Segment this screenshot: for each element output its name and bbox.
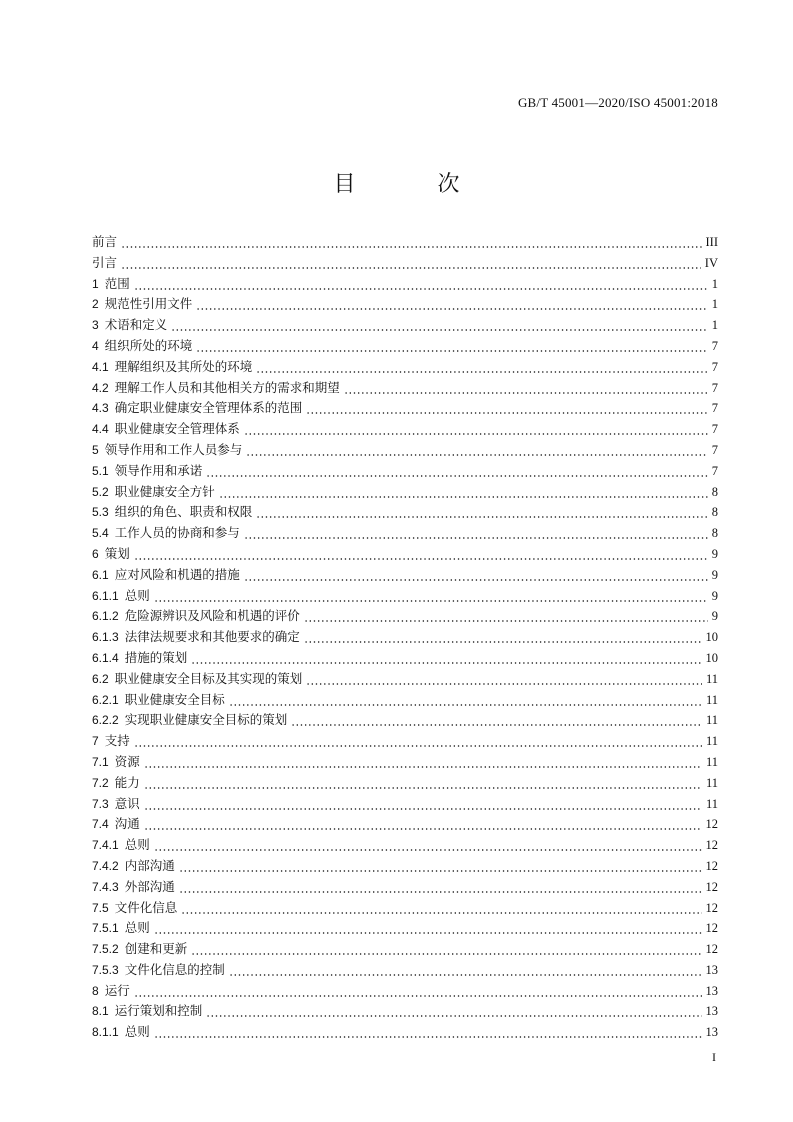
dot-leader	[121, 232, 701, 253]
toc-entry-page: 9	[711, 588, 718, 603]
toc-entry[interactable]	[92, 898, 718, 919]
toc-entry-number: 6.1	[92, 567, 109, 582]
toc-entry-label: 术语和定义	[104, 317, 168, 333]
toc-entry[interactable]	[92, 357, 718, 378]
toc-entry-page: 7	[711, 401, 718, 416]
toc-entry-number: 6.2	[92, 671, 109, 686]
dot-leader	[304, 606, 708, 627]
toc-entry-number: 6	[92, 546, 99, 561]
toc-entry-page: 11	[705, 796, 718, 811]
dot-leader	[134, 274, 708, 295]
toc-entry-label: 领导作用和承诺	[114, 462, 203, 478]
dot-leader	[179, 856, 702, 877]
toc-entry[interactable]	[92, 731, 718, 752]
toc-entry[interactable]	[92, 1022, 718, 1043]
toc-entry-number: 5.1	[92, 463, 109, 478]
toc-entry-label: 职业健康安全方针	[114, 483, 215, 499]
dot-leader	[154, 586, 708, 607]
dot-leader	[196, 336, 708, 357]
toc-entry-number: 4.2	[92, 380, 109, 395]
toc-entry[interactable]	[92, 565, 718, 586]
dot-leader	[229, 960, 702, 981]
toc-entry-number: 7.5.3	[92, 962, 119, 977]
toc-entry-label: 规范性引用文件	[104, 296, 193, 312]
toc-entry-number: 6.1.2	[92, 609, 119, 624]
dot-leader	[306, 398, 708, 419]
toc-entry-label: 总则	[124, 1024, 150, 1040]
toc-entry[interactable]	[92, 606, 718, 627]
toc-entry-page: 7	[711, 422, 718, 437]
toc-entry[interactable]	[92, 814, 718, 835]
toc-entry-label: 总则	[124, 920, 150, 936]
toc-entry-number: 8.1.1	[92, 1025, 119, 1040]
toc-entry-number: 7.5.1	[92, 921, 119, 936]
toc-entry-page: 10	[705, 630, 718, 645]
dot-leader	[256, 502, 708, 523]
toc-entry-label: 应对风险和机遇的措施	[114, 566, 240, 582]
toc-entry-page: 7	[711, 463, 718, 478]
toc-entry[interactable]	[92, 835, 718, 856]
toc-entry[interactable]	[92, 482, 718, 503]
toc-entry[interactable]	[92, 918, 718, 939]
toc-entry[interactable]	[92, 461, 718, 482]
dot-leader	[256, 357, 708, 378]
toc-entry-page: IV	[704, 255, 718, 270]
toc-entry-label: 确定职业健康安全管理体系的范围	[114, 400, 303, 416]
toc-entry[interactable]	[92, 710, 718, 731]
toc-entry-number: 7.4.1	[92, 838, 119, 853]
dot-leader	[344, 378, 708, 399]
toc-entry-label: 文件化信息的控制	[124, 961, 225, 977]
toc-entry[interactable]	[92, 253, 718, 274]
toc-entry-page: 10	[705, 650, 718, 665]
toc-entry-page: III	[705, 235, 718, 249]
table-of-contents	[92, 232, 718, 1043]
toc-entry[interactable]	[92, 773, 718, 794]
toc-entry-label: 范围	[104, 275, 130, 291]
toc-entry-label: 沟通	[114, 816, 140, 832]
dot-leader	[171, 315, 708, 336]
toc-entry-number: 7.5	[92, 900, 109, 915]
dot-leader	[144, 814, 702, 835]
toc-entry-number: 4.1	[92, 359, 109, 374]
toc-entry[interactable]	[92, 232, 718, 253]
dot-leader	[144, 773, 702, 794]
toc-entry[interactable]	[92, 939, 718, 960]
toc-entry-label: 组织的角色、职责和权限	[114, 504, 253, 520]
toc-entry-number: 7.5.2	[92, 942, 119, 957]
toc-entry[interactable]	[92, 627, 718, 648]
toc-entry[interactable]	[92, 336, 718, 357]
toc-entry[interactable]	[92, 315, 718, 336]
toc-entry-number: 8	[92, 983, 99, 998]
toc-entry[interactable]	[92, 502, 718, 523]
toc-entry[interactable]	[92, 669, 718, 690]
dot-leader	[134, 981, 702, 1002]
toc-entry-label: 内部沟通	[124, 857, 175, 873]
dot-leader	[121, 253, 701, 274]
toc-entry-label: 职业健康安全目标	[124, 691, 225, 707]
dot-leader	[154, 918, 702, 939]
toc-entry-page: 1	[711, 318, 718, 333]
toc-entry-label: 文件化信息	[114, 899, 178, 915]
toc-entry-number: 6.1.4	[92, 650, 119, 665]
toc-entry-number: 7.3	[92, 796, 109, 811]
dot-leader	[181, 898, 701, 919]
toc-entry[interactable]	[92, 856, 718, 877]
toc-entry[interactable]	[92, 440, 718, 461]
toc-entry[interactable]	[92, 1001, 718, 1022]
toc-entry-number: 7	[92, 734, 99, 749]
toc-entry-label: 策划	[104, 545, 130, 561]
toc-entry-label: 资源	[114, 753, 140, 769]
toc-entry-page: 1	[711, 297, 718, 312]
toc-entry-page: 9	[711, 546, 718, 561]
dot-leader	[134, 731, 702, 752]
toc-entry-page: 11	[705, 713, 718, 728]
dot-leader	[154, 835, 702, 856]
toc-entry-page: 8	[711, 505, 718, 520]
dot-leader	[206, 1001, 701, 1022]
toc-entry-page: 13	[705, 1025, 718, 1040]
toc-entry-number: 6.2.1	[92, 692, 119, 707]
dot-leader	[304, 627, 702, 648]
dot-leader	[244, 565, 708, 586]
toc-entry-label: 组织所处的环境	[104, 337, 193, 353]
toc-entry-label: 总则	[124, 837, 150, 853]
toc-entry-label: 外部沟通	[124, 878, 175, 894]
toc-entry-page: 8	[711, 526, 718, 541]
toc-entry[interactable]	[92, 877, 718, 898]
toc-entry-page: 8	[711, 484, 718, 499]
toc-entry-number: 6.1.3	[92, 630, 119, 645]
dot-leader	[196, 294, 708, 315]
toc-entry-page: 7	[711, 359, 718, 374]
page-number: I	[712, 1050, 716, 1064]
toc-entry-number: 5.4	[92, 526, 109, 541]
toc-entry-number: 7.4.2	[92, 858, 119, 873]
dot-leader	[134, 544, 708, 565]
dot-leader	[144, 794, 702, 815]
toc-entry-page: 13	[705, 983, 718, 998]
toc-entry-label: 法律法规要求和其他要求的确定	[124, 629, 300, 645]
toc-entry[interactable]	[92, 794, 718, 815]
toc-entry-label: 实现职业健康安全目标的策划	[124, 712, 288, 728]
toc-entry-page: 1	[711, 276, 718, 291]
dot-leader	[306, 669, 702, 690]
toc-entry-number: 6.1.1	[92, 588, 119, 603]
toc-entry[interactable]	[92, 294, 718, 315]
toc-entry-label: 意识	[114, 795, 140, 811]
toc-entry[interactable]	[92, 274, 718, 295]
toc-entry-page: 11	[705, 734, 718, 749]
toc-entry-label: 总则	[124, 587, 150, 603]
toc-entry[interactable]	[92, 690, 718, 711]
toc-entry-number: 5.2	[92, 484, 109, 499]
toc-entry-page: 7	[711, 338, 718, 353]
dot-leader	[244, 419, 708, 440]
toc-entry-page: 12	[705, 900, 718, 915]
toc-entry-label: 工作人员的协商和参与	[114, 525, 240, 541]
toc-entry-number: 6.2.2	[92, 713, 119, 728]
standard-code-header: GB/T 45001—2020/ISO 45001:2018	[517, 95, 718, 110]
toc-entry-page: 7	[711, 380, 718, 395]
dot-leader	[191, 939, 701, 960]
toc-entry-label: 支持	[104, 733, 130, 749]
toc-entry-label: 引言	[92, 254, 118, 270]
toc-entry-page: 12	[705, 838, 718, 853]
toc-title: 目 次	[333, 172, 490, 197]
toc-entry-page: 9	[711, 567, 718, 582]
toc-entry-label: 运行	[104, 982, 130, 998]
toc-entry-number: 5.3	[92, 505, 109, 520]
dot-leader	[244, 523, 708, 544]
toc-entry-label: 措施的策划	[124, 649, 188, 665]
dot-leader	[219, 482, 708, 503]
toc-entry-page: 12	[705, 817, 718, 832]
toc-entry-page: 13	[705, 962, 718, 977]
toc-entry-number: 2	[92, 297, 99, 312]
toc-entry-page: 11	[705, 671, 718, 686]
toc-entry-page: 12	[705, 942, 718, 957]
toc-entry-page: 13	[705, 1004, 718, 1019]
toc-entry-page: 11	[705, 692, 718, 707]
toc-entry-label: 领导作用和工作人员参与	[104, 441, 243, 457]
toc-entry-page: 12	[705, 879, 718, 894]
toc-entry-label: 前言	[92, 234, 118, 249]
dot-leader	[179, 877, 702, 898]
dot-leader	[291, 710, 702, 731]
toc-entry-page: 12	[705, 858, 718, 873]
toc-entry[interactable]	[92, 544, 718, 565]
toc-entry-number: 3	[92, 318, 99, 333]
toc-entry-number: 4	[92, 338, 99, 353]
toc-entry-label: 危险源辨识及风险和机遇的评价	[124, 608, 300, 624]
toc-entry[interactable]	[92, 523, 718, 544]
toc-entry[interactable]	[92, 648, 718, 669]
toc-entry[interactable]	[92, 586, 718, 607]
toc-entry-number: 7.4	[92, 817, 109, 832]
toc-entry-number: 7.2	[92, 775, 109, 790]
toc-entry-number: 7.4.3	[92, 879, 119, 894]
toc-entry-page: 12	[705, 921, 718, 936]
toc-entry-label: 职业健康安全目标及其实现的策划	[114, 670, 303, 686]
toc-entry[interactable]	[92, 378, 718, 399]
toc-entry-page: 11	[705, 775, 718, 790]
toc-entry[interactable]	[92, 960, 718, 981]
toc-entry-number: 4.4	[92, 422, 109, 437]
toc-entry-number: 1	[92, 276, 99, 291]
dot-leader	[229, 690, 702, 711]
toc-entry-number: 4.3	[92, 401, 109, 416]
toc-entry-number: 5	[92, 442, 99, 457]
dot-leader	[154, 1022, 702, 1043]
toc-entry-label: 职业健康安全管理体系	[114, 421, 240, 437]
dot-leader	[206, 461, 708, 482]
dot-leader	[246, 440, 708, 461]
toc-entry-label: 运行策划和控制	[114, 1003, 203, 1019]
dot-leader	[191, 648, 701, 669]
toc-entry-label: 创建和更新	[124, 941, 188, 957]
toc-entry-label: 理解组织及其所处的环境	[114, 358, 253, 374]
dot-leader	[144, 752, 702, 773]
toc-entry-page: 7	[711, 442, 718, 457]
toc-entry[interactable]	[92, 981, 718, 1002]
toc-entry[interactable]	[92, 752, 718, 773]
toc-entry-label: 理解工作人员和其他相关方的需求和期望	[114, 379, 340, 395]
toc-entry-number: 7.1	[92, 754, 109, 769]
toc-entry-label: 能力	[114, 774, 140, 790]
toc-entry[interactable]	[92, 419, 718, 440]
toc-entry-number: 8.1	[92, 1004, 109, 1019]
toc-entry-page: 9	[711, 609, 718, 624]
toc-entry[interactable]	[92, 398, 718, 419]
toc-entry-page: 11	[705, 754, 718, 769]
